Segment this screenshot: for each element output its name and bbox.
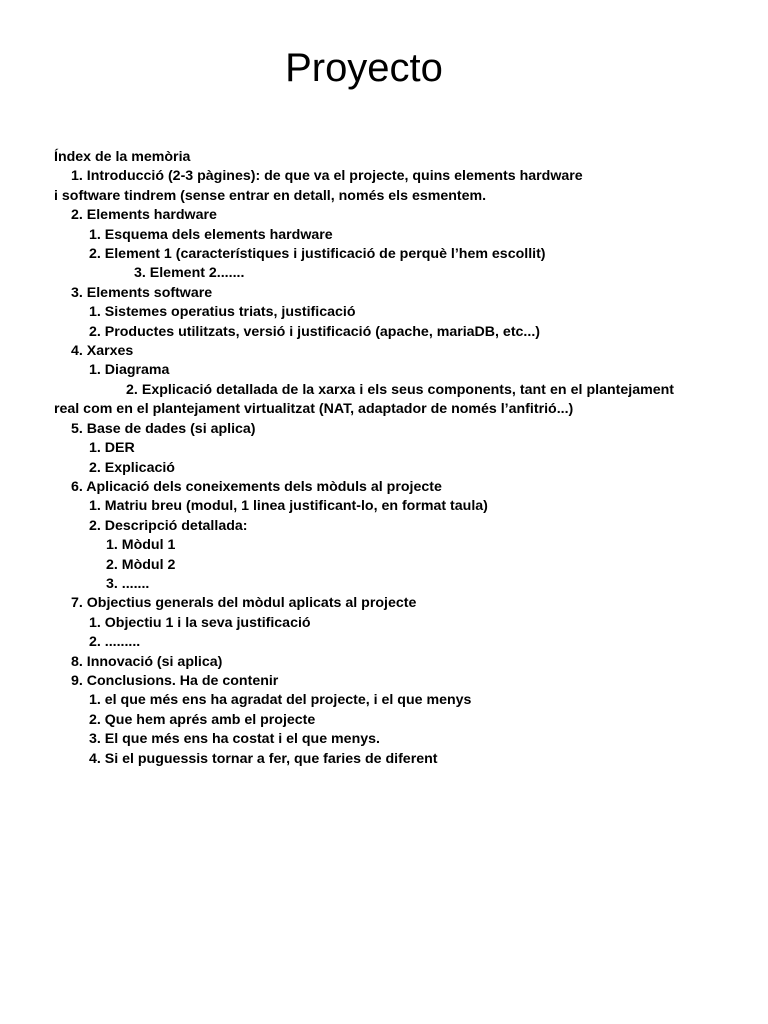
index-subitem-objectiu-1: 1. Objectiu 1 i la seva justificació bbox=[89, 614, 311, 631]
index-subitem-tornar-a-fer: 4. Si el puguessis tornar a fer, que faries de diferent bbox=[89, 750, 438, 767]
index-item-elements-hardware: 2. Elements hardware bbox=[71, 207, 217, 224]
index-item-elements-software: 3. Elements software bbox=[71, 284, 213, 301]
index-item-xarxes: 4. Xarxes bbox=[71, 343, 134, 360]
index-subitem-objectiu-more: 2. ......... bbox=[89, 634, 141, 651]
index-item-aplicacio-coneixements: 6. Aplicació dels coneixements dels mòduls al projecte bbox=[71, 478, 442, 495]
index-subitem-esquema: 1. Esquema dels elements hardware bbox=[89, 226, 333, 243]
index-item-introduccio: 1. Introducció (2-3 pàgines): de que va el projecte, quins elements hardware bbox=[71, 168, 583, 185]
index-subitem-element-2: 3. Element 2....... bbox=[134, 265, 245, 282]
index-subitem-productes: 2. Productes utilitzats, versió i justificació (apache, mariaDB, etc...) bbox=[89, 323, 540, 340]
index-item-objectius-generals: 7. Objectius generals del mòdul aplicats al projecte bbox=[71, 595, 417, 612]
index-subitem-apres: 2. Que hem aprés amb el projecte bbox=[89, 711, 316, 728]
index-subitem-descripcio-detallada: 2. Descripció detallada: bbox=[89, 517, 248, 534]
index-heading: Índex de la memòria bbox=[54, 149, 191, 165]
index-subitem-explicacio: 2. Explicació bbox=[89, 459, 175, 476]
index-subitem-sistemes-operatius: 1. Sistemes operatius triats, justificació bbox=[89, 304, 356, 321]
index-subitem-element-1: 2. Element 1 (característiques i justificació de perquè l’hem escollit) bbox=[89, 246, 546, 263]
index-subitem-costat: 3. El que més ens ha costat i el que menys. bbox=[89, 731, 380, 748]
index-item-innovacio: 8. Innovació (si aplica) bbox=[71, 653, 223, 670]
memory-index bbox=[54, 148, 674, 769]
index-subitem-explicacio-xarxa: 2. Explicació detallada de la xarxa i els seus components, tant en el plantejament real com en el plantejament virtualitzat (NAT, adaptador de només l’anfitrió...) bbox=[54, 381, 674, 418]
index-item-base-de-dades: 5. Base de dades (si aplica) bbox=[71, 420, 256, 437]
index-subsubitem-modul-2: 2. Mòdul 2 bbox=[106, 556, 176, 573]
index-subsubitem-modul-1: 1. Mòdul 1 bbox=[106, 537, 176, 554]
index-item-introduccio-continuation: i software tindrem (sense entrar en detall, només els esmentem. bbox=[54, 187, 487, 204]
index-subitem-agradat: 1. el que més ens ha agradat del projecte, i el que menys bbox=[89, 692, 472, 709]
index-subitem-der: 1. DER bbox=[89, 440, 135, 457]
index-subitem-diagrama: 1. Diagrama bbox=[89, 362, 170, 379]
index-subsubitem-modul-more: 3. ....... bbox=[106, 575, 150, 592]
index-subitem-matriu-breu: 1. Matriu breu (modul, 1 linea justificant-lo, en format taula) bbox=[89, 498, 488, 515]
index-item-conclusions: 9. Conclusions. Ha de contenir bbox=[71, 672, 279, 689]
document-title: Proyecto bbox=[285, 46, 443, 90]
